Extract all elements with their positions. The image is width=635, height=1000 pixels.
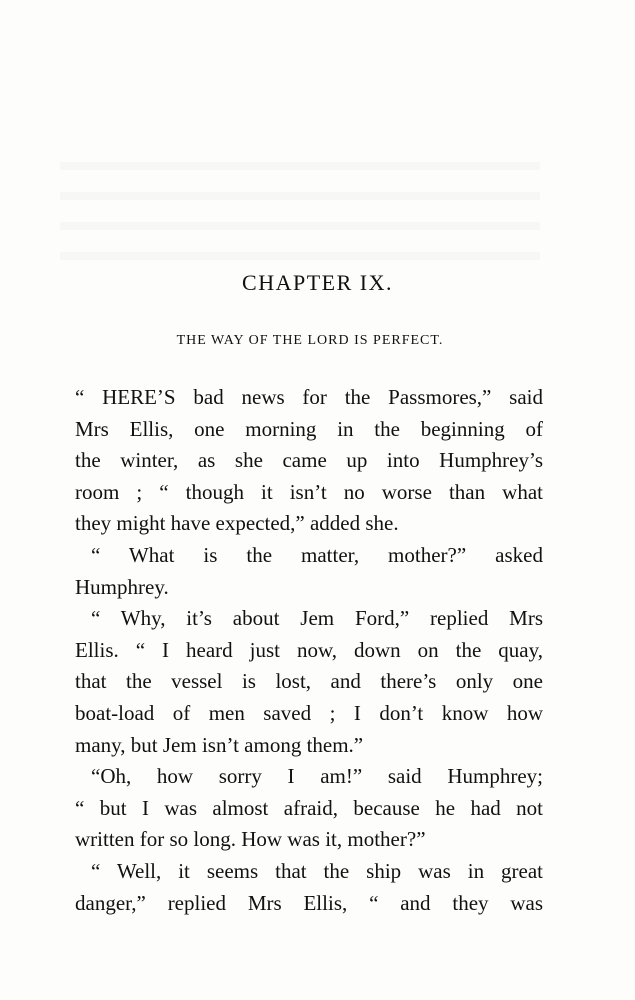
text-line: “ but I was almost afraid, because he had not — [75, 795, 543, 820]
chapter-subtitle: THE WAY OF THE LORD IS PERFECT. — [176, 333, 444, 348]
text-line: “ What is the matter, mother?” asked — [91, 542, 543, 567]
text-line: the winter, as she came up into Humphrey’s — [75, 448, 543, 473]
show-through-text — [60, 140, 540, 270]
text-line: that the vessel is lost, and there’s only one — [75, 669, 543, 694]
text-line: they might have expected,” added she. — [75, 511, 399, 536]
text-line: danger,” replied Mrs Ellis, “ and they was — [75, 890, 543, 915]
text-line: boat-load of men saved ; I don’t know how — [75, 700, 543, 725]
text-line: written for so long. How was it, mother?” — [75, 827, 426, 852]
text-line: “ HERE’S bad news for the Passmores,” said — [75, 385, 543, 409]
chapter-text — [75, 382, 543, 919]
chapter-title: CHAPTER IX. — [242, 270, 393, 295]
text-line: “ Why, it’s about Jem Ford,” replied Mrs — [91, 606, 543, 631]
text-line: Mrs Ellis, one morning in the beginning of — [75, 416, 543, 441]
text-line: “Oh, how sorry I am!” said Humphrey; — [91, 764, 543, 789]
text-line: many, but Jem isn’t among them.” — [75, 732, 364, 757]
text-line: Humphrey. — [75, 574, 169, 599]
text-line: room ; “ though it isn’t no worse than what — [75, 479, 543, 504]
text-line: Ellis. “ I heard just now, down on the quay, — [75, 637, 543, 662]
text-line: “ Well, it seems that the ship was in great — [91, 858, 543, 883]
